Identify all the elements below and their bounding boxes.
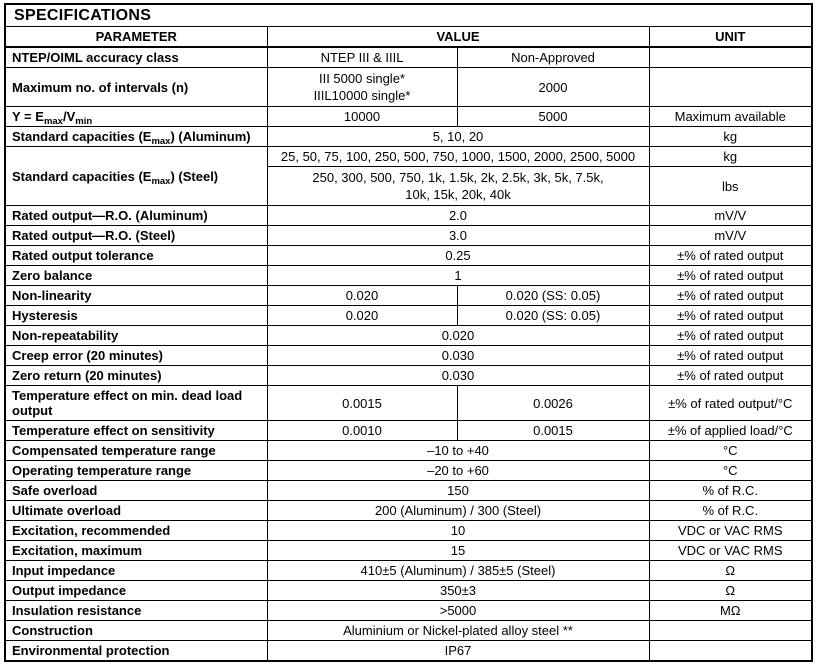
parameter-cell: Insulation resistance <box>5 601 267 621</box>
unit-cell: ±% of rated output <box>649 286 812 306</box>
table-title: SPECIFICATIONS <box>5 4 812 27</box>
spec-row <box>5 306 812 326</box>
parameter-cell: Output impedance <box>5 581 267 601</box>
value-cell: 0.030 <box>267 366 649 386</box>
value-cell: –10 to +40 <box>267 441 649 461</box>
parameter-cell: Input impedance <box>5 561 267 581</box>
column-header-parameter: PARAMETER <box>5 27 267 48</box>
unit-cell: ±% of rated output <box>649 306 812 326</box>
spec-row <box>5 541 812 561</box>
spec-row <box>5 366 812 386</box>
unit-cell: Ω <box>649 561 812 581</box>
spec-row <box>5 521 812 541</box>
unit-cell: ±% of rated output <box>649 326 812 346</box>
value-cell: 5000 <box>457 107 649 127</box>
spec-row <box>5 641 812 662</box>
specifications-table <box>4 3 813 662</box>
spec-row <box>5 246 812 266</box>
parameter-cell: Compensated temperature range <box>5 441 267 461</box>
spec-row <box>5 501 812 521</box>
parameter-cell: Operating temperature range <box>5 461 267 481</box>
value-cell: 0.020 <box>267 286 457 306</box>
spec-row <box>5 68 812 107</box>
value-cell: 150 <box>267 481 649 501</box>
spec-rows <box>5 47 812 661</box>
spec-row <box>5 481 812 501</box>
value-cell: 0.020 (SS: 0.05) <box>457 306 649 326</box>
spec-row <box>5 421 812 441</box>
value-cell: 5, 10, 20 <box>267 127 649 147</box>
value-cell: 0.020 <box>267 306 457 326</box>
unit-cell: mV/V <box>649 226 812 246</box>
value-cell: 200 (Aluminum) / 300 (Steel) <box>267 501 649 521</box>
spec-row <box>5 266 812 286</box>
unit-cell: ±% of applied load/°C <box>649 421 812 441</box>
value-cell: >5000 <box>267 601 649 621</box>
value-cell: 0.0010 <box>267 421 457 441</box>
column-header-row <box>5 27 812 48</box>
value-cell: 10 <box>267 521 649 541</box>
parameter-cell: Standard capacities $(E_{max})$ (Steel) <box>5 147 267 206</box>
parameter-cell: Zero return (20 minutes) <box>5 366 267 386</box>
spec-row <box>5 326 812 346</box>
unit-cell <box>649 641 812 662</box>
spec-row <box>5 107 812 127</box>
value-cell: Non-Approved <box>457 47 649 68</box>
column-header-unit: UNIT <box>649 27 812 48</box>
spec-row <box>5 286 812 306</box>
value-cell: 0.030 <box>267 346 649 366</box>
title-row <box>5 4 812 27</box>
unit-cell: lbs <box>649 167 812 206</box>
unit-cell: ±% of rated output <box>649 346 812 366</box>
unit-cell: ±% of rated output <box>649 266 812 286</box>
parameter-cell: NTEP/OIML accuracy class <box>5 47 267 68</box>
unit-cell: mV/V <box>649 206 812 226</box>
value-cell: 0.0015 <box>457 421 649 441</box>
parameter-cell: Excitation, recommended <box>5 521 267 541</box>
column-header-value: VALUE <box>267 27 649 48</box>
value-cell: –20 to +60 <box>267 461 649 481</box>
unit-cell: ±% of rated output <box>649 246 812 266</box>
unit-cell <box>649 621 812 641</box>
spec-row <box>5 226 812 246</box>
spec-row <box>5 147 812 167</box>
unit-cell <box>649 68 812 107</box>
parameter-cell: Maximum no. of intervals (n) <box>5 68 267 107</box>
parameter-cell: Excitation, maximum <box>5 541 267 561</box>
value-cell: 2.0 <box>267 206 649 226</box>
unit-cell: kg <box>649 147 812 167</box>
parameter-cell: Rated output—R.O. (Steel) <box>5 226 267 246</box>
spec-row <box>5 461 812 481</box>
value-cell: Aluminium or Nickel-plated alloy steel ** <box>267 621 649 641</box>
value-cell: 250, 300, 500, 750, 1k, 1.5k, 2k, 2.5k, 3k, 5k, 7.5k, 10k, 15k, 20k, 40k <box>267 167 649 206</box>
value-cell: NTEP III & IIIL <box>267 47 457 68</box>
unit-cell: VDC or VAC RMS <box>649 541 812 561</box>
value-cell: 0.25 <box>267 246 649 266</box>
unit-cell: °C <box>649 441 812 461</box>
unit-cell: % of R.C. <box>649 501 812 521</box>
value-cell: 0.0026 <box>457 386 649 421</box>
value-cell: 2000 <box>457 68 649 107</box>
parameter-cell: Rated output tolerance <box>5 246 267 266</box>
unit-cell: Ω <box>649 581 812 601</box>
value-cell: 3.0 <box>267 226 649 246</box>
parameter-cell: Zero balance <box>5 266 267 286</box>
spec-row <box>5 441 812 461</box>
unit-cell: MΩ <box>649 601 812 621</box>
value-cell: 10000 <box>267 107 457 127</box>
spec-row <box>5 386 812 421</box>
parameter-cell: Creep error (20 minutes) <box>5 346 267 366</box>
value-cell: IP67 <box>267 641 649 662</box>
parameter-cell: Temperature effect on min. dead load output <box>5 386 267 421</box>
parameter-cell: Hysteresis <box>5 306 267 326</box>
unit-cell: kg <box>649 127 812 147</box>
unit-cell: Maximum available <box>649 107 812 127</box>
spec-row <box>5 47 812 68</box>
unit-cell: °C <box>649 461 812 481</box>
value-cell: 350±3 <box>267 581 649 601</box>
unit-cell: ±% of rated output <box>649 366 812 386</box>
spec-row <box>5 206 812 226</box>
parameter-cell: Environmental protection <box>5 641 267 662</box>
value-cell: 0.0015 <box>267 386 457 421</box>
parameter-cell: $Y = E_{max}/V_{min}$ <box>5 107 267 127</box>
spec-row <box>5 561 812 581</box>
parameter-cell: Rated output—R.O. (Aluminum) <box>5 206 267 226</box>
value-cell: 1 <box>267 266 649 286</box>
spec-row <box>5 127 812 147</box>
parameter-cell: Temperature effect on sensitivity <box>5 421 267 441</box>
spec-row <box>5 601 812 621</box>
parameter-cell: Ultimate overload <box>5 501 267 521</box>
spec-row <box>5 621 812 641</box>
parameter-cell: Standard capacities $(E_{max})$ (Aluminum) <box>5 127 267 147</box>
parameter-cell: Construction <box>5 621 267 641</box>
spec-row <box>5 581 812 601</box>
unit-cell: ±% of rated output/°C <box>649 386 812 421</box>
value-cell: 0.020 <box>267 326 649 346</box>
value-cell: 410±5 (Aluminum) / 385±5 (Steel) <box>267 561 649 581</box>
parameter-cell: Non-linearity <box>5 286 267 306</box>
value-cell: 25, 50, 75, 100, 250, 500, 750, 1000, 1500, 2000, 2500, 5000 <box>267 147 649 167</box>
unit-cell <box>649 47 812 68</box>
value-cell: 15 <box>267 541 649 561</box>
parameter-cell: Safe overload <box>5 481 267 501</box>
value-cell: III 5000 single* IIIL10000 single* <box>267 68 457 107</box>
value-cell: 0.020 (SS: 0.05) <box>457 286 649 306</box>
spec-row <box>5 346 812 366</box>
unit-cell: % of R.C. <box>649 481 812 501</box>
parameter-cell: Non-repeatability <box>5 326 267 346</box>
unit-cell: VDC or VAC RMS <box>649 521 812 541</box>
